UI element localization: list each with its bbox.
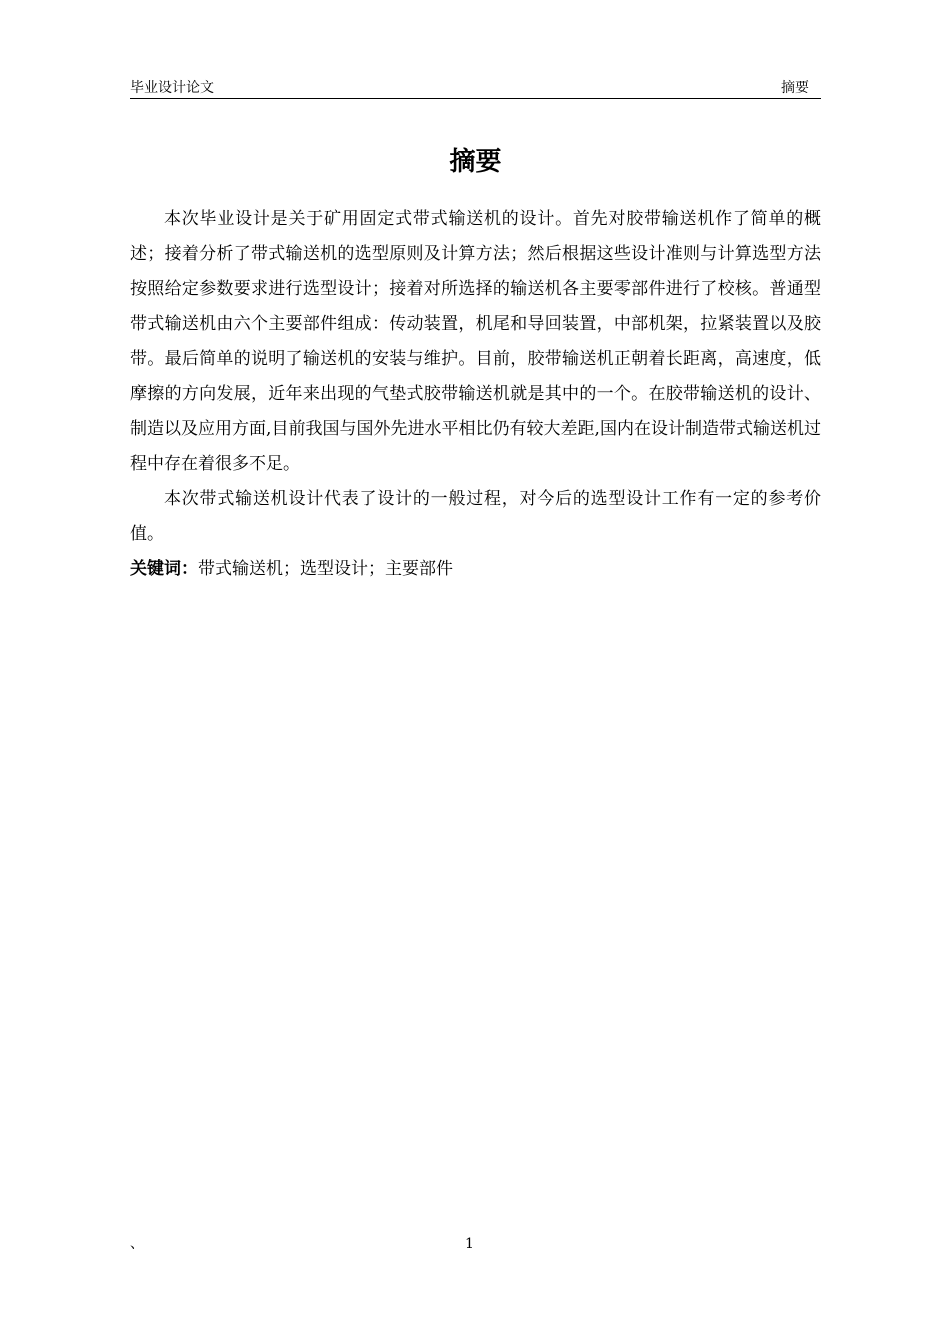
keywords-value: 带式输送机；选型设计；主要部件 xyxy=(198,559,453,579)
header-thesis-label: 毕业设计论文 xyxy=(130,80,214,96)
header-section-label: 摘要 xyxy=(781,80,809,96)
keywords-line xyxy=(130,552,821,587)
page-header xyxy=(130,78,821,99)
footer-mark: 、 xyxy=(130,1236,144,1252)
keywords-label: 关键词： xyxy=(130,559,198,579)
abstract-body xyxy=(130,202,821,587)
page-number: 1 xyxy=(465,1236,474,1252)
abstract-paragraph-1: 本次毕业设计是关于矿用固定式带式输送机的设计。首先对胶带输送机作了简单的概述；接着分析了带式输送机的选型原则及计算方法；然后根据这些设计准则与计算选型方法按照给定参数要求进行选型设计；接着对所选择的输送机各主要零部件进行了校核。普通型带式输送机由六个主要部件组成：传动装置，机尾和导回装置，中部机架，拉紧装置以及胶带。最后简单的说明了输送机的安装与维护。目前，胶带输送机正朝着长距离，高速度，低摩擦的方向发展，近年来出现的气垫式胶带输送机就是其中的一个。在胶带输送机的设计、制造以及应用方面,目前我国与国外先进水平相比仍有较大差距,国内在设计制造带式输送机过程中存在着很多不足。 xyxy=(130,209,821,474)
abstract-paragraph-2: 本次带式输送机设计代表了设计的一般过程，对今后的选型设计工作有一定的参考价值。 xyxy=(130,489,821,544)
page-title: 摘要 xyxy=(449,147,502,177)
